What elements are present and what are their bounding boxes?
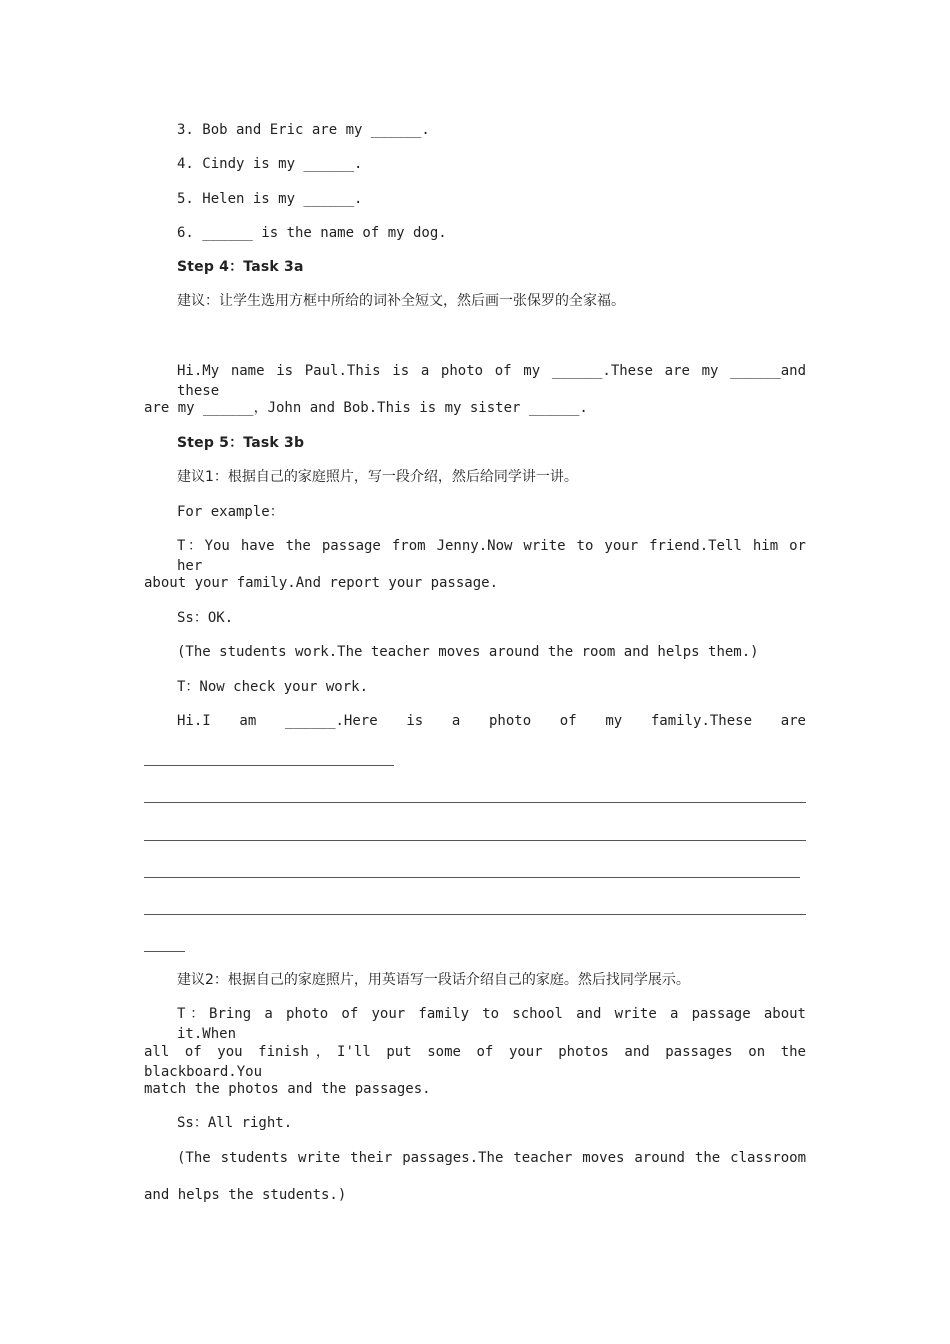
dialogue-line: all of you finish，I'll put some of your photos and passages on the blackboard.You [144, 1044, 806, 1080]
writing-blank-line [144, 802, 806, 803]
step5-suggestion-1: 建议1：根据自己的家庭照片，写一段介绍，然后给同学讲一讲。 [177, 469, 578, 485]
list-item: 4. Cindy is my ______. [177, 156, 363, 172]
dialogue-line: T：Now check your work. [177, 679, 369, 695]
dialogue-line: about your family.And report your passage. [144, 575, 499, 591]
dialogue-line: T：You have the passage from Jenny.Now write to your friend.Tell him or her [177, 538, 806, 574]
dialogue-line: Ss：OK. [177, 610, 234, 626]
dialogue-line: Ss：All right. [177, 1115, 293, 1131]
step4-passage-line: Hi.My name is Paul.This is a photo of my ______.These are my ______and these [177, 363, 806, 399]
step4-heading: Step 4：Task 3a [177, 259, 304, 275]
step4-suggestion: 建议：让学生选用方框中所给的词补全短文，然后画一张保罗的全家福。 [177, 293, 625, 309]
writing-blank-line [144, 951, 185, 952]
list-item: 5. Helen is my ______. [177, 191, 363, 207]
step4-passage-line: are my ______，John and Bob.This is my sister ______. [144, 400, 588, 416]
writing-blank-line [144, 840, 806, 841]
stage-direction: (The students work.The teacher moves around the room and helps them.) [177, 644, 759, 660]
list-item: 6. ______ is the name of my dog. [177, 225, 447, 241]
step5-heading: Step 5：Task 3b [177, 435, 305, 451]
writing-blank-line [144, 877, 800, 878]
step5-suggestion-2: 建议2：根据自己的家庭照片，用英语写一段话介绍自己的家庭。然后找同学展示。 [177, 972, 690, 988]
writing-blank-line [144, 914, 806, 915]
sample-passage-line: Hi.I am ______.Here is a photo of my family.These are [177, 713, 806, 729]
for-example-label: For example： [177, 504, 284, 520]
list-item: 3. Bob and Eric are my ______. [177, 122, 430, 138]
dialogue-line: match the photos and the passages. [144, 1081, 431, 1097]
stage-direction: and helps the students.) [144, 1187, 347, 1203]
writing-blank-line [144, 765, 394, 766]
dialogue-line: T：Bring a photo of your family to school and write a passage about it.When [177, 1006, 806, 1042]
stage-direction: (The students write their passages.The teacher moves around the classroom [177, 1150, 806, 1166]
